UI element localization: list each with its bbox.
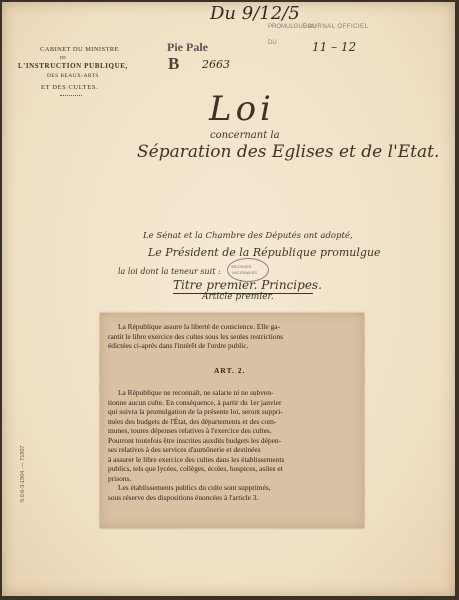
cabinet-line-1: CABINET DU MINISTRE [40, 46, 119, 53]
art2-line: publics, tels que lycées, collèges, écoles, hospices, asiles et [108, 464, 283, 473]
art2-line: prisons. [108, 473, 132, 483]
stamp-du-label: DU [268, 40, 277, 46]
art2-line: Pourront toutefois être inscrites auxdits budgets les dépen- [108, 435, 282, 445]
art2-line: Les établissements publics du culte sont supprimés, [118, 483, 271, 492]
folio-number: 2663 [202, 58, 230, 71]
art2-line: à assurer le libre exercice des cultes dans les établissements [108, 454, 285, 464]
stamp-date: 11 – 12 [312, 40, 357, 54]
law-concernant: concernant la [210, 130, 280, 141]
art1-line: rantit le libre exercice des cultes sous les seules restrictions [108, 331, 284, 341]
cabinet-line-5: ET DES CULTES. [41, 84, 99, 91]
art2-line: tionne aucun culte. En conséquence, à partir du 1er janvier [108, 397, 282, 407]
pie-stamp: Pie Pale [167, 40, 208, 54]
ornament-divider [60, 95, 82, 97]
art2-line: ses relatives à des services d'aumônerie et destinées [108, 445, 261, 454]
titre-premier: Titre premier. Principes. [173, 278, 322, 292]
seal-text-2: NATIONALES [232, 270, 258, 275]
document-page [2, 2, 455, 596]
stamp-right-label: JOURNAL OFFICIEL [304, 24, 369, 30]
preamble-line-3: la loi dont la teneur suit : [118, 267, 221, 276]
cabinet-line-4: DES BEAUX-ARTS [47, 73, 99, 79]
art2-line: munes, toutes dépenses relatives à l'exercice des cultes. [108, 426, 272, 435]
seal-text-1: ARCHIVES [231, 264, 252, 269]
art2-line: mées des budgets de l'État, des départements et des com- [108, 416, 277, 426]
stamp-left-label: PROMULGUÉ AU [268, 24, 317, 30]
cabinet-line-2: DE [60, 55, 66, 60]
art1-line: La République assure la liberté de conscience. Elle ga- [118, 322, 280, 331]
art2-line: La République ne reconnaît, ne salarie ni ne subven- [118, 388, 274, 397]
side-reference: 9.0.6-3-1904. — 71907 [20, 445, 26, 502]
cabinet-line-3: L'INSTRUCTION PUBLIQUE, [18, 62, 128, 70]
series-letter: B [168, 54, 180, 73]
art2-line: qui suivra la promulgation de la présente loi, seront suppri- [108, 407, 283, 416]
law-subject: Séparation des Eglises et de l'Etat. [137, 142, 440, 162]
date-note: Du 9/12/5 [210, 3, 300, 24]
preamble-line-1: Le Sénat et la Chambre des Députés ont adopté, [143, 231, 353, 241]
article-premier: Article premier. [202, 292, 274, 302]
art1-line: édictées ci-après dans l'intérêt de l'ordre public. [108, 341, 249, 350]
law-title: Loi [209, 89, 275, 129]
art2-line: sous réserve des dispositions énoncées à l'article 3. [108, 492, 259, 502]
preamble-line-2: Le Président de la République promulgue [148, 246, 381, 259]
art2-heading: ART. 2. [214, 366, 246, 375]
officiel-stamp [268, 24, 406, 60]
pasted-printed-text [100, 313, 364, 528]
